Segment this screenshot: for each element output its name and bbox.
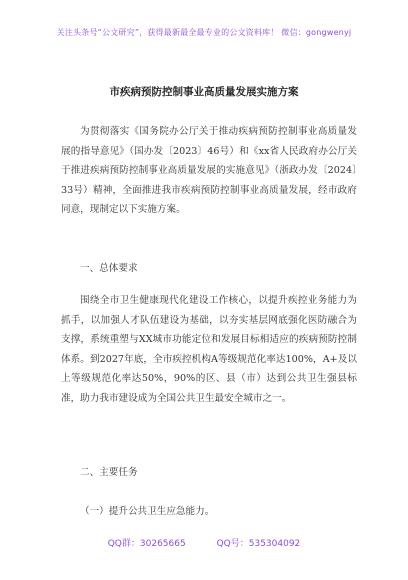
section-heading-general-requirements: 一、总体要求	[80, 263, 138, 274]
promo-banner: 关注头条号“公文研究”，获得最新最全最专业的公文资料库！ 微信：gongwenyj	[56, 28, 352, 37]
general-requirements-paragraph: 围绕全市卫生健康现代化建设工作核心，以提升疾控业务能力为抓手，以加强人才队伍建设为基础，以夯实基层网底强化医防融合为支撑，系统重塑与XX城市功能定位和发展目标相适应的疾病预防控制体系。到2027年底，全市疾控机构A等级规范化率达100%，A+及以上等级规范化率达50%，90%的区、县（市）达到公共卫生强县标准，助力我市建设成为全国公共卫生最安全城市之一。	[61, 295, 357, 404]
qq-number-text: QQ号：535304092	[216, 539, 301, 549]
section-heading-main-tasks: 二、主要任务	[80, 467, 138, 478]
intro-paragraph: 为贯彻落实《国务院办公厅关于推动疾病预防控制事业高质量发展的指导意见》（国办发〔2023〕46号）和《xx省人民政府办公厅关于推进疾病预防控制事业高质量发展的实施意见》（浙政办发〔2024〕33号）精神，全面推进我市疾病预防控制事业高质量发展，经市政府同意，现制定以下实施方案。	[61, 126, 357, 215]
contact-footer	[0, 536, 408, 549]
qq-group-text: QQ群：30265665	[107, 539, 186, 549]
subsection-heading-emergency-capacity: （一）提升公共卫生应急能力。	[80, 506, 215, 517]
document-title: 市疾病预防控制事业高质量发展实施方案	[109, 86, 299, 98]
